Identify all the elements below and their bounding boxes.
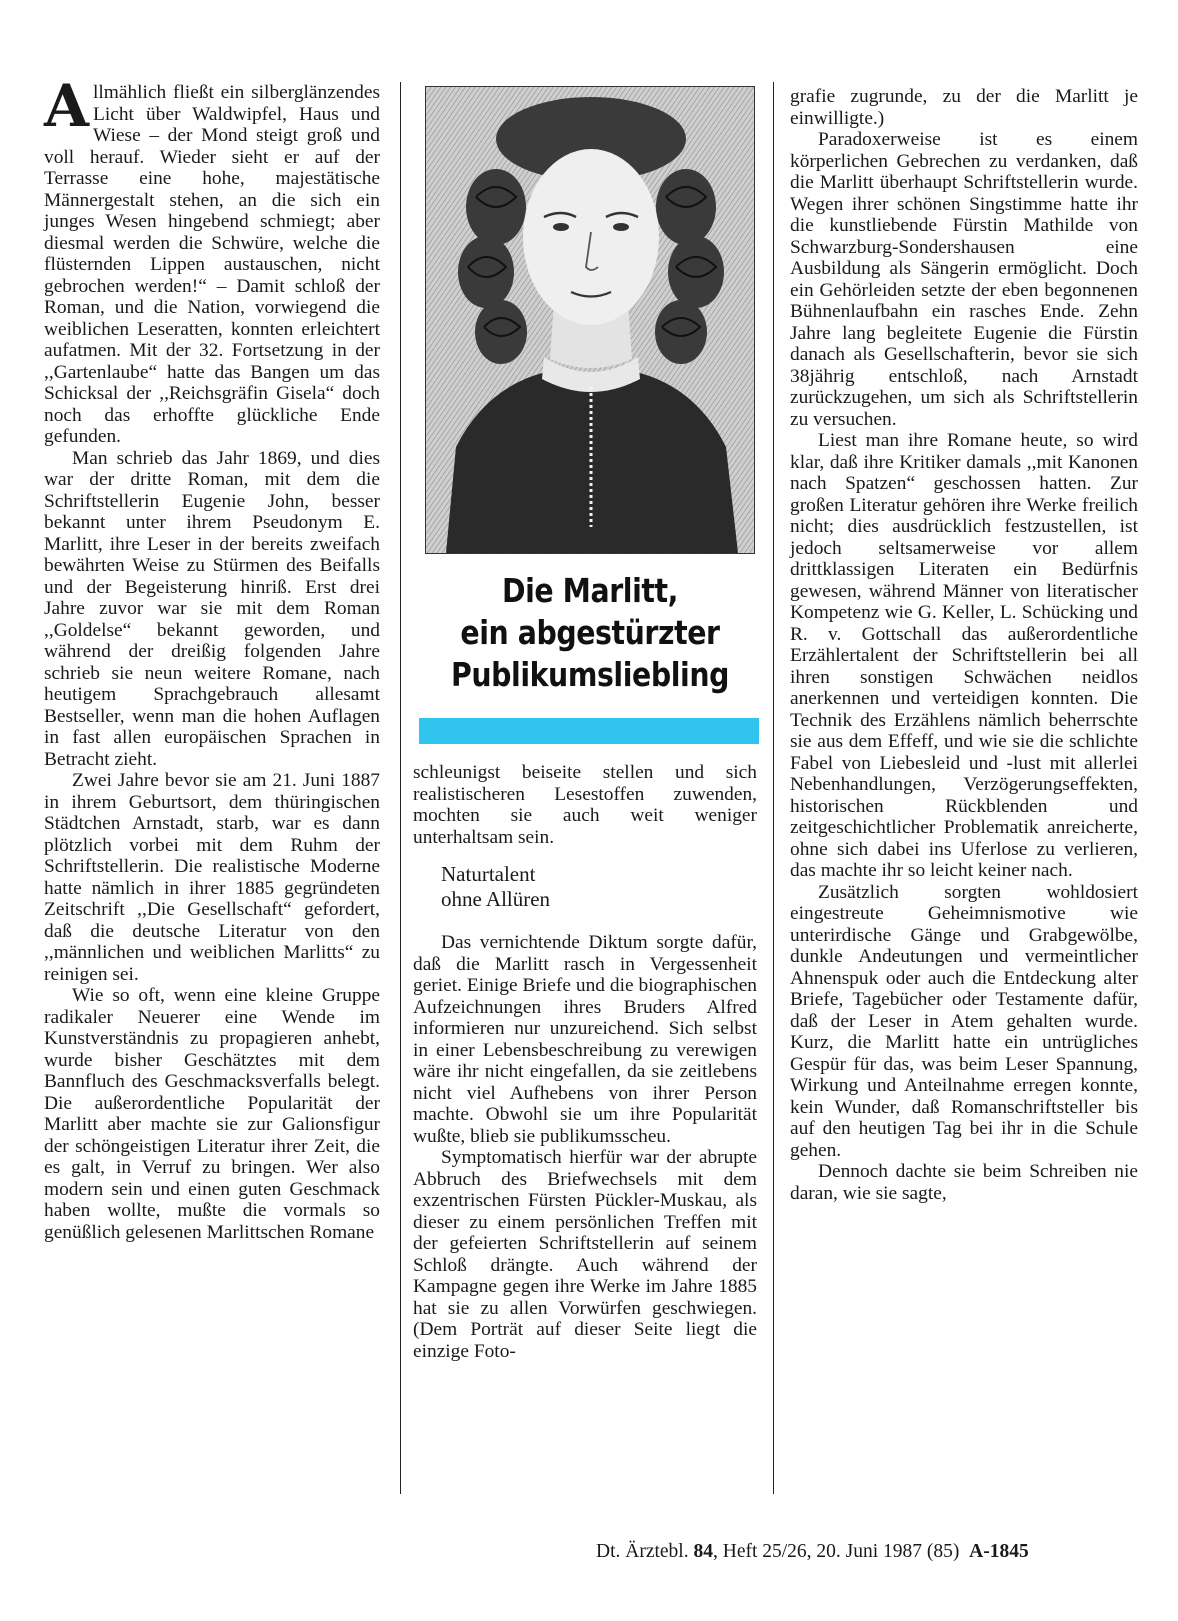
paragraph: Symptomatisch hierfür war der abrupte Abbruch des Briefwechsels mit dem exzentrischen Fürsten Pückler-Muskau, als dieser zu einem persönlichen Treffen mit der gefeierten Schriftstellerin auf seinem Schloß drängte. Auch während der Kampagne gegen ihre Werke im Jahre 1885 hat sie zu allen Vorwürfen geschwiegen. (Dem Porträt auf dieser Seite liegt die einzige Foto-	[413, 1147, 757, 1362]
column-divider	[400, 82, 401, 1494]
issue-info: , Heft 25/26, 20. Juni 1987 (85)	[712, 1541, 960, 1562]
journal-name: Dt. Ärztebl.	[596, 1541, 689, 1562]
paragraph: Allmählich fließt ein silberglänzendes Licht über Waldwipfel, Haus und Wiese – der Mond steigt groß und voll herauf. Wieder sieht er auf der Terrasse eine hohe, majestätische Männergestalt stehen, an die sich ein junges Wesen hingebend schmiegt; aber diesmal werden die Schwüre, welche die flüsternden Lippen austauschen, nicht gebrochen werden!“ – Damit schloß der Roman, und die Nation, vorwiegend die weiblichen Leseratten, konnten erleichtert aufatmen. Mit der 32. Fortsetzung in der ,,Gartenlaube“ hatte das Bangen um das Schicksal der ,,Reichsgräfin Gisela“ doch noch das erhoffte glückliche Ende gefunden.	[44, 72, 380, 447]
paragraph: Zwei Jahre bevor sie am 21. Juni 1887 in ihrem Geburtsort, dem thüringischen Städtchen Arnstadt, starb, war es dann plötzlich vorbei mit dem Ruhm der Schriftstellerin. Die realistische Moderne hatte nämlich in ihrer 1885 gegründeten Zeitschrift ,,Die Gesellschaft“ gefordert, daß die deutsche Literatur von den ,,männlichen und weiblichen Marlitts“ zu reinigen sei.	[44, 770, 380, 985]
paragraph: Zusätzlich sorgten wohldosiert eingestreute Geheimnismotive wie unterirdische Gänge und Grabgewölbe, dunkle Andeutungen und vermeintlicher Ahnenspuk oder auch die Entdeckung alter Briefe, Tagebücher oder Testamente dafür, daß der Leser in Atem gehalten wurde. Kurz, die Marlitt hatte ein untrügliches Gespür für das, was beim Leser Spannung, Wirkung und Anteilnahme erregen konnte, kein Wunder, daß Romanschriftsteller bis auf den heutigen Tag bei ihr in die Schule gehen.	[790, 881, 1138, 1161]
paragraph: Wie so oft, wenn eine kleine Gruppe radikaler Neuerer eine Wende im Kunstverständnis zu propagieren anhebt, wurde bisher Geschätztes mit dem Bannfluch des Geschmacksverfalls belegt. Die außerordentliche Popularität der Marlitt aber machte sie zur Galionsfigur der schöngeistigen Literatur ihrer Zeit, die es galt, in Verruf zu bringen. Wer also modern sein und einen guten Geschmack haben wollte, mußte die vormals so genüßlich gelesenen Marlittschen Romane	[44, 985, 380, 1243]
paragraph: Dennoch dachte sie beim Schreiben nie daran, wie sie sagte,	[790, 1161, 1138, 1204]
headline-line: ein abgestürzter	[460, 613, 720, 652]
paragraph: Liest man ihre Romane heute, so wird klar, daß ihre Kritiker damals ,,mit Kanonen nach Spatzen“ geschossen hatten. Zur großen Literatur gehören ihre Werke freilich nicht; dies ausdrücklich festzustellen, ist jedoch seltsamerweise vor allem drittklassigen Literaten ein Bedürfnis gewesen, während Männer von literatischer Kompetenz wie G. Keller, L. Schücking und R. v. Gottschall das außerordentliche Erzählertalent der Schriftstellerin bei all ihren sonstigen Schwächen neidlos anerkennen und verteidigen konnten. Die Technik des Erzählens nämlich beherrschte sie aus dem Effeff, und wie sie die schlichte Fabel von Liebesleid und -lust mit allerlei Nebenhandlungen, Verzögerungseffekten, historischen Rückblenden und zeitgeschichtlicher Problematik anreicherte, ohne sich dabei ins Uferlose zu verlieren, das machte ihr so leicht keiner nach.	[790, 430, 1138, 881]
paragraph: Paradoxerweise ist es einem körperlichen Gebrechen zu verdanken, daß die Marlitt überhaupt Schriftstellerin wurde. Wegen ihrer schönen Singstimme hatte ihr die kunstliebende Fürstin Mathilde von Schwarzburg-Sondershausen eine Ausbildung als Sängerin ermöglicht. Doch ein Gehörleiden setzte der eben begonnenen Bühnenlaufbahn ein rasches Ende. Zehn Jahre lang begleitete Eugenie die Fürstin danach als Gesellschafterin, bevor sie sich 38jährig entschloß, nach Arnstadt zurückzugehen, um sich als Schriftstellerin zu versuchen.	[790, 129, 1138, 430]
column-1	[44, 72, 380, 1243]
subtitle-bar	[419, 718, 759, 744]
subheading-line: Naturtalent	[441, 862, 536, 886]
paragraph: Man schrieb das Jahr 1869, und dies war der dritte Roman, mit dem die Schriftstellerin Eugenie John, besser bekannt unter ihrem Pseudonym E. Marlitt, ihre Leser in der bereits zweifach bewährten Weise zu Stürmen des Beifalls und der Begeisterung hinriß. Erst drei Jahre zuvor war sie mit dem Roman ,,Goldelse“ bekannt geworden, und während der dreißig folgenden Jahre schrieb sie neun weitere Romane, nach heutigem Sprachgebrauch allesamt Bestseller, wenn man die hohen Auflagen in fast allen europäischen Sprachen in Betracht zieht.	[44, 447, 380, 770]
page-number: A-1845	[969, 1541, 1029, 1562]
subheading-line: ohne Allüren	[441, 887, 551, 911]
subheading	[441, 862, 757, 912]
paragraph: schleunigst beiseite stellen und sich realistischeren Lesestoffen zuwenden, mochten sie auch weit weniger unterhaltsam sein.	[413, 762, 757, 848]
headline	[435, 570, 745, 696]
headline-line: Publikumsliebling	[450, 655, 729, 694]
column-2	[413, 762, 757, 1362]
page-footer	[596, 1541, 1029, 1563]
column-3	[790, 86, 1138, 1204]
portrait-image	[425, 86, 755, 554]
paragraph: grafie zugrunde, zu der die Marlitt je einwilligte.)	[790, 86, 1138, 129]
portrait-engraving-icon	[426, 87, 754, 553]
drop-cap: A	[44, 72, 90, 140]
paragraph: Das vernichtende Diktum sorgte dafür, daß die Marlitt rasch in Vergessenheit geriet. Einige Briefe und die biographischen Aufzeichnungen ihres Bruders Alfred informieren nur unzureichend. Sich selbst in einer Lebensbeschreibung zu verewigen wäre ihr nicht eingefallen, da sie zeitlebens nicht viel Aufhebens von ihrer Person machte. Obwohl sie um ihre Popularität wußte, blieb sie publikumsscheu.	[413, 932, 757, 1147]
column-divider	[773, 82, 774, 1494]
headline-line: Die Marlitt,	[501, 571, 679, 610]
volume-number: 84	[693, 1541, 713, 1562]
